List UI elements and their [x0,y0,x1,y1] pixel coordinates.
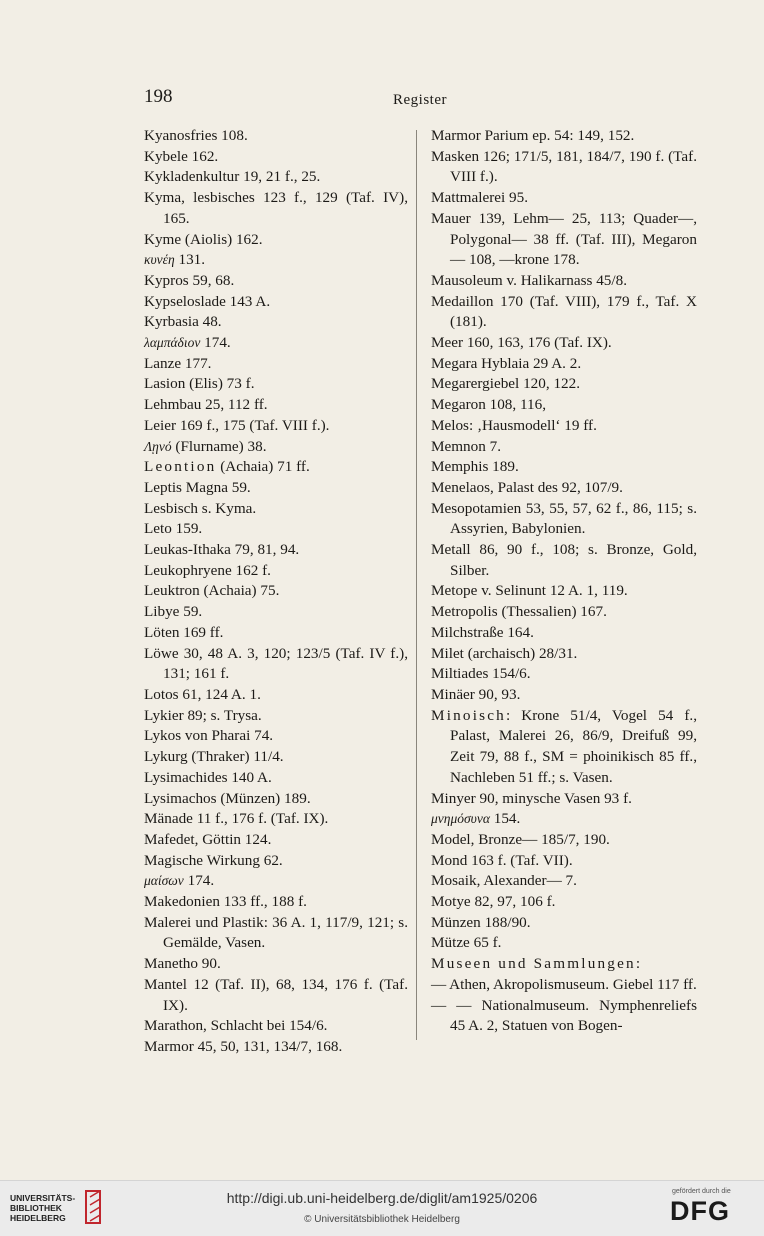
dfg-logo: DFG [670,1196,730,1226]
entry-text: Löwe 30, 48 A. 3, 120; 123/5 (Taf. IV f.), 131; 161 f. [144,644,408,683]
entry-text: Megara Hyblaia 29 A. 2. [431,354,582,372]
entry-text: 174. [183,872,215,890]
index-entry [144,954,408,975]
entry-text: Milchstraße 164. [431,623,534,641]
entry-text: Kybele 162. [144,147,219,165]
entry-text: Kykladenkultur 19, 21 f., 25. [144,168,321,186]
index-entry [431,147,697,188]
greek-term: κυνέη [144,252,175,268]
index-entry [431,623,697,644]
entry-text: Leptis Magna 59. [144,478,251,496]
entry-text: Kypros 59, 68. [144,271,235,289]
index-entry [431,913,697,934]
entry-text: Lykos von Pharai 74. [144,727,274,745]
index-entry [431,126,697,147]
index-entry [144,271,408,292]
index-entry [144,416,408,437]
index-entry [144,250,408,271]
index-entry [144,644,408,685]
spaced-term: Leontion [144,458,217,476]
index-entry [431,374,697,395]
entry-text: Libye 59. [144,603,203,621]
greek-term: μνημόσυνα [431,811,490,827]
index-entry [431,809,697,830]
entry-text: Metropolis (Thessalien) 167. [431,603,607,621]
entry-text: Model, Bronze— 185/7, 190. [431,830,610,848]
entry-text: Megaron 108, 116, [431,396,547,414]
entry-text: Lanze 177. [144,354,212,372]
entry-text: Mütze 65 f. [431,934,502,952]
entry-text: Leukophryene 162 f. [144,561,271,579]
entry-text: 154. [489,810,521,828]
index-entry [431,933,697,954]
entry-text: Lotos 61, 124 A. 1. [144,685,261,703]
index-entry [431,499,697,540]
entry-text: Melos: ‚Hausmodell‘ 19 ff. [431,416,597,434]
entry-text: Kyanosfries 108. [144,127,248,144]
index-entry [144,354,408,375]
index-entry [431,664,697,685]
index-entry [431,333,697,354]
entry-text: — — Nationalmuseum. Nymphenreliefs 45 A. 2, Statuen von Bogen- [431,996,697,1035]
entry-text: — Athen, Akropolismuseum. Giebel 117 ff. [431,975,697,993]
index-entry [431,830,697,851]
index-entry [431,685,697,706]
entry-text: Metall 86, 90 f., 108; s. Bronze, Gold, Silber. [431,541,697,579]
index-entry [144,126,408,147]
entry-text: Menelaos, Palast des 92, 107/9. [431,478,623,496]
entry-text: Minyer 90, minysche Vasen 93 f. [431,789,632,807]
index-entry [431,478,697,499]
entry-text: Leto 159. [144,520,203,538]
index-entry [144,623,408,644]
entry-text: Minäer 90, 93. [431,685,521,703]
entry-text: Mausoleum v. Halikarnass 45/8. [431,271,627,289]
index-entry [431,602,697,623]
entry-text: Manetho 90. [144,955,221,973]
index-column-right [431,126,697,1037]
entry-text: Lesbisch s. Kyma. [144,499,257,517]
entry-text: : Krone 51/4, Vogel 54 f., Palast, Malerei 26, 86/9, Dreifuß 99, Zeit 79, 88 f., SM = phoinikisch 85 ff., Nachleben 51 ff.; s. Vasen. [450,706,697,786]
index-entry [144,437,408,458]
index-entry [144,230,408,251]
index-entry [144,1016,408,1037]
entry-text: Lasion (Elis) 73 f. [144,375,255,393]
index-entry [431,540,697,581]
entry-text: Medaillon 170 (Taf. VIII), 179 f., Taf. X (181). [431,292,697,331]
index-entry [144,768,408,789]
index-entry [431,871,697,892]
index-entry [144,913,408,954]
entry-text: Leuktron (Achaia) 75. [144,582,280,600]
index-entry [431,271,697,292]
entry-text: Magische Wirkung 62. [144,851,283,869]
index-entry [144,292,408,313]
index-entry [144,685,408,706]
page-number: 198 [144,86,173,107]
entry-text: Mafedet, Göttin 124. [144,830,272,848]
index-entry [144,561,408,582]
index-entry [431,644,697,665]
funded-by-label: gefördert durch die [672,1188,731,1195]
index-entry [431,954,697,975]
index-entry [431,416,697,437]
entry-text: Kyme (Aiolis) 162. [144,230,263,248]
index-entry [431,457,697,478]
entry-text: Memphis 189. [431,458,519,476]
permalink-url[interactable]: http://digi.ub.uni-heidelberg.de/diglit/am1925/0206 [226,1190,538,1206]
index-entry [431,996,697,1037]
entry-text: Marmor 45, 50, 131, 134/7, 168. [144,1037,343,1055]
entry-text: Makedonien 133 ff., 188 f. [144,893,307,911]
entry-text: Münzen 188/90. [431,913,531,931]
entry-text: Mond 163 f. (Taf. VII). [431,851,573,869]
entry-text: Leier 169 f., 175 (Taf. VIII f.). [144,416,330,434]
entry-text: : [635,955,641,973]
index-entry [431,851,697,872]
entry-text: Milet (archaisch) 28/31. [431,644,578,662]
copyright-notice: © Universitätsbibliothek Heidelberg [304,1214,460,1225]
entry-text: (Flurname) 38. [171,437,267,455]
index-entry [431,292,697,333]
entry-text: Metope v. Selinunt 12 A. 1, 119. [431,582,628,600]
index-entry [144,830,408,851]
entry-text: Löten 169 ff. [144,623,224,641]
index-entry [431,581,697,602]
index-entry [144,499,408,520]
index-entry [144,167,408,188]
index-entry [144,975,408,1016]
index-entry [431,188,697,209]
entry-text: Kyma, lesbisches 123 f., 129 (Taf. IV), 165. [144,189,408,227]
entry-text: Mantel 12 (Taf. II), 68, 134, 176 f. (Taf. IX). [144,975,408,1014]
spaced-term: Minoisch [431,706,506,724]
index-entry [431,975,697,996]
library-name: UNIVERSITÄTS- BIBLIOTHEK HEIDELBERG [10,1193,76,1223]
index-entry [144,602,408,623]
index-entry [144,519,408,540]
spaced-term: Museen und Sammlungen [431,955,636,973]
index-entry [144,892,408,913]
index-entry [431,354,697,375]
entry-text: Kypseloslade 143 A. [144,292,271,310]
entry-text: Marmor Parium ep. 54: 149, 152. [431,127,635,144]
index-entry [144,188,408,229]
index-entry [144,706,408,727]
index-entry [144,581,408,602]
index-entry [144,789,408,810]
index-entry [144,871,408,892]
index-entry [144,312,408,333]
index-entry [431,706,697,789]
viewer-footer [0,1180,764,1236]
entry-text: Kyrbasia 48. [144,313,222,331]
running-head: Register [393,92,447,108]
index-entry [144,374,408,395]
index-entry [144,1037,408,1058]
index-entry [431,395,697,416]
index-entry [144,747,408,768]
index-entry [144,333,408,354]
entry-text: Meer 160, 163, 176 (Taf. IX). [431,334,612,352]
index-entry [144,540,408,561]
index-entry [144,726,408,747]
index-entry [431,209,697,271]
index-entry [144,478,408,499]
entry-text: Malerei und Plastik: 36 A. 1, 117/9, 121; s. Gemälde, Vasen. [144,913,408,952]
entry-text: Mosaik, Alexander— 7. [431,872,577,890]
index-entry [431,437,697,458]
entry-text: Motye 82, 97, 106 f. [431,893,556,911]
entry-text: Lysimachos (Münzen) 189. [144,789,311,807]
entry-text: Mauer 139, Lehm— 25, 113; Quader—, Polygonal— 38 ff. (Taf. III), Megaron— 108, —krone 178. [431,209,697,269]
index-column-left [144,126,408,1058]
entry-text: Lykurg (Thraker) 11/4. [144,748,284,766]
entry-text: Marathon, Schlacht bei 154/6. [144,1017,328,1035]
greek-term: λαμπάδιον [144,335,201,351]
entry-text: Mattmalerei 95. [431,189,528,207]
entry-text: (Achaia) 71 ff. [216,458,310,476]
entry-text: Mänade 11 f., 176 f. (Taf. IX). [144,810,329,828]
entry-text: Lehmbau 25, 112 ff. [144,396,268,414]
greek-term: Λῃνό [144,438,172,454]
index-entry [431,789,697,810]
entry-text: 131. [174,251,206,269]
index-entry [431,892,697,913]
entry-text: Mesopotamien 53, 55, 57, 62 f., 86, 115; s. Assyrien, Babylonien. [431,499,697,538]
index-entry [144,809,408,830]
entry-text: 174. [200,334,231,352]
entry-text: Lykier 89; s. Trysa. [144,706,262,724]
entry-text: Leukas-Ithaka 79, 81, 94. [144,541,300,559]
index-entry [144,457,408,478]
entry-text: Lysimachides 140 A. [144,768,272,786]
entry-text: Memnon 7. [431,437,502,455]
column-divider [416,130,417,1040]
index-entry [144,395,408,416]
entry-text: Miltiades 154/6. [431,665,531,683]
greek-term: μαίσων [144,873,184,889]
entry-text: Masken 126; 171/5, 181, 184/7, 190 f. (Taf. VIII f.). [431,147,697,186]
index-entry [144,851,408,872]
index-entry [144,147,408,168]
entry-text: Megarergiebel 120, 122. [431,375,581,393]
